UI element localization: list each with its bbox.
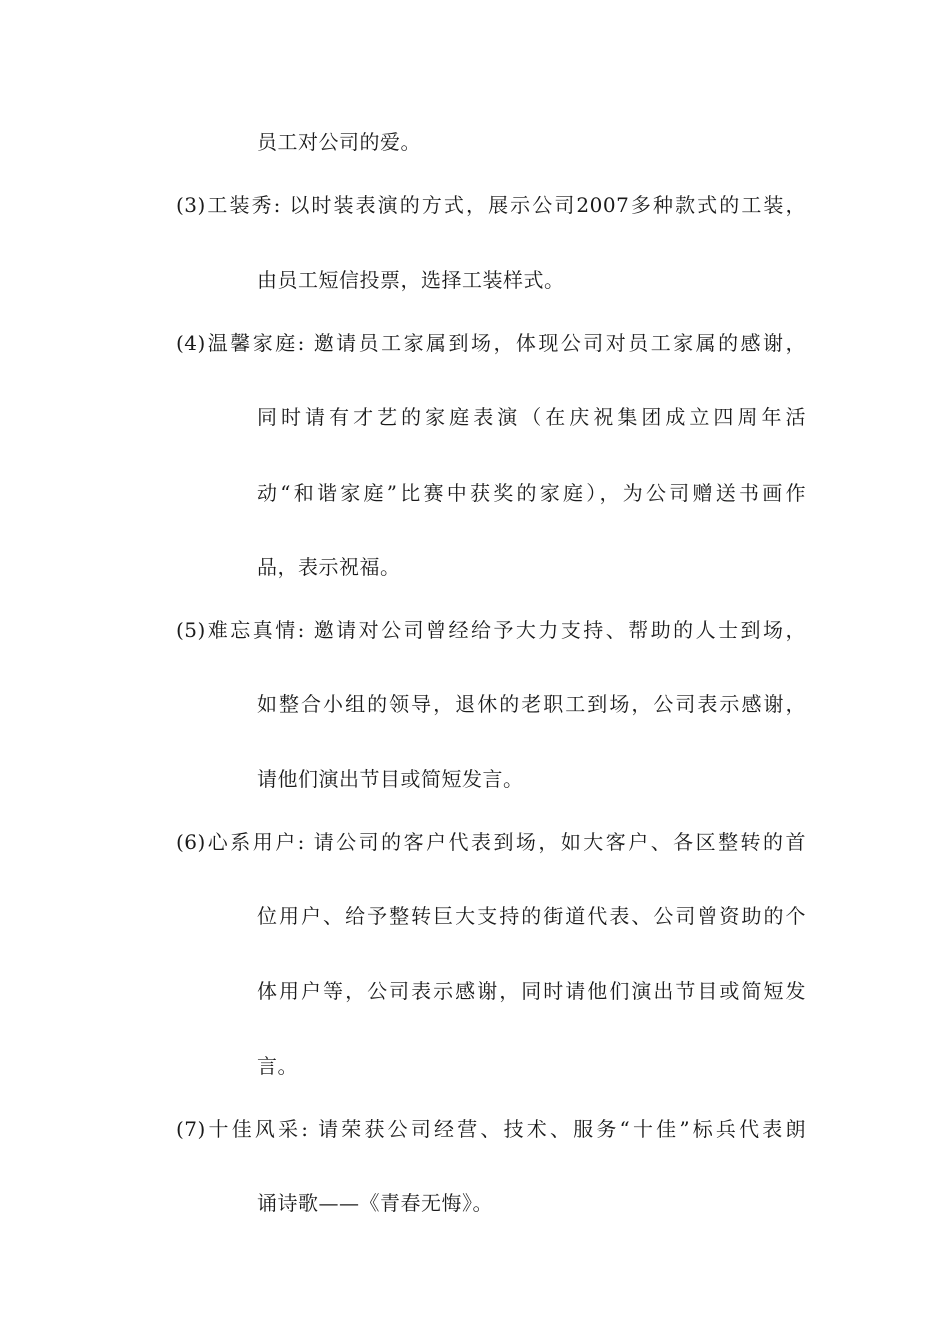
- text-line: 由员工短信投票，选择工装样式。: [257, 268, 565, 292]
- list-item-4-title: (4)温馨家庭: 邀请员工家属到场，体现公司对员工家属的感谢，: [176, 331, 806, 355]
- text-line: 动“和谐家庭”比赛中获奖的家庭），为公司赠送书画作: [257, 481, 806, 505]
- list-item-3-title: (3)工装秀: 以时装表演的方式，展示公司2007多种款式的工装，: [176, 193, 806, 217]
- text-line: 体用户等，公司表示感谢，同时请他们演出节目或简短发: [257, 979, 806, 1003]
- list-item-5-title: (5)难忘真情: 邀请对公司曾经给予大力支持、帮助的人士到场，: [176, 618, 806, 642]
- text-line: 言。: [257, 1054, 298, 1078]
- text-line: 如整合小组的领导，退休的老职工到场，公司表示感谢，: [257, 692, 806, 716]
- list-item-6-title: (6)心系用户: 请公司的客户代表到场，如大客户、各区整转的首: [176, 830, 806, 854]
- text-line: 请他们演出节目或简短发言。: [257, 767, 524, 791]
- text-line: 诵诗歌——《青春无悔》。: [257, 1191, 493, 1215]
- text-line: 品，表示祝福。: [257, 555, 401, 579]
- text-line: 员工对公司的爱。: [257, 130, 421, 154]
- text-line: 同时请有才艺的家庭表演（在庆祝集团成立四周年活: [257, 405, 806, 429]
- list-item-7-title: (7)十佳风采: 请荣获公司经营、技术、服务“十佳”标兵代表朗: [176, 1117, 806, 1141]
- text-line: 位用户、给予整转巨大支持的街道代表、公司曾资助的个: [257, 904, 806, 928]
